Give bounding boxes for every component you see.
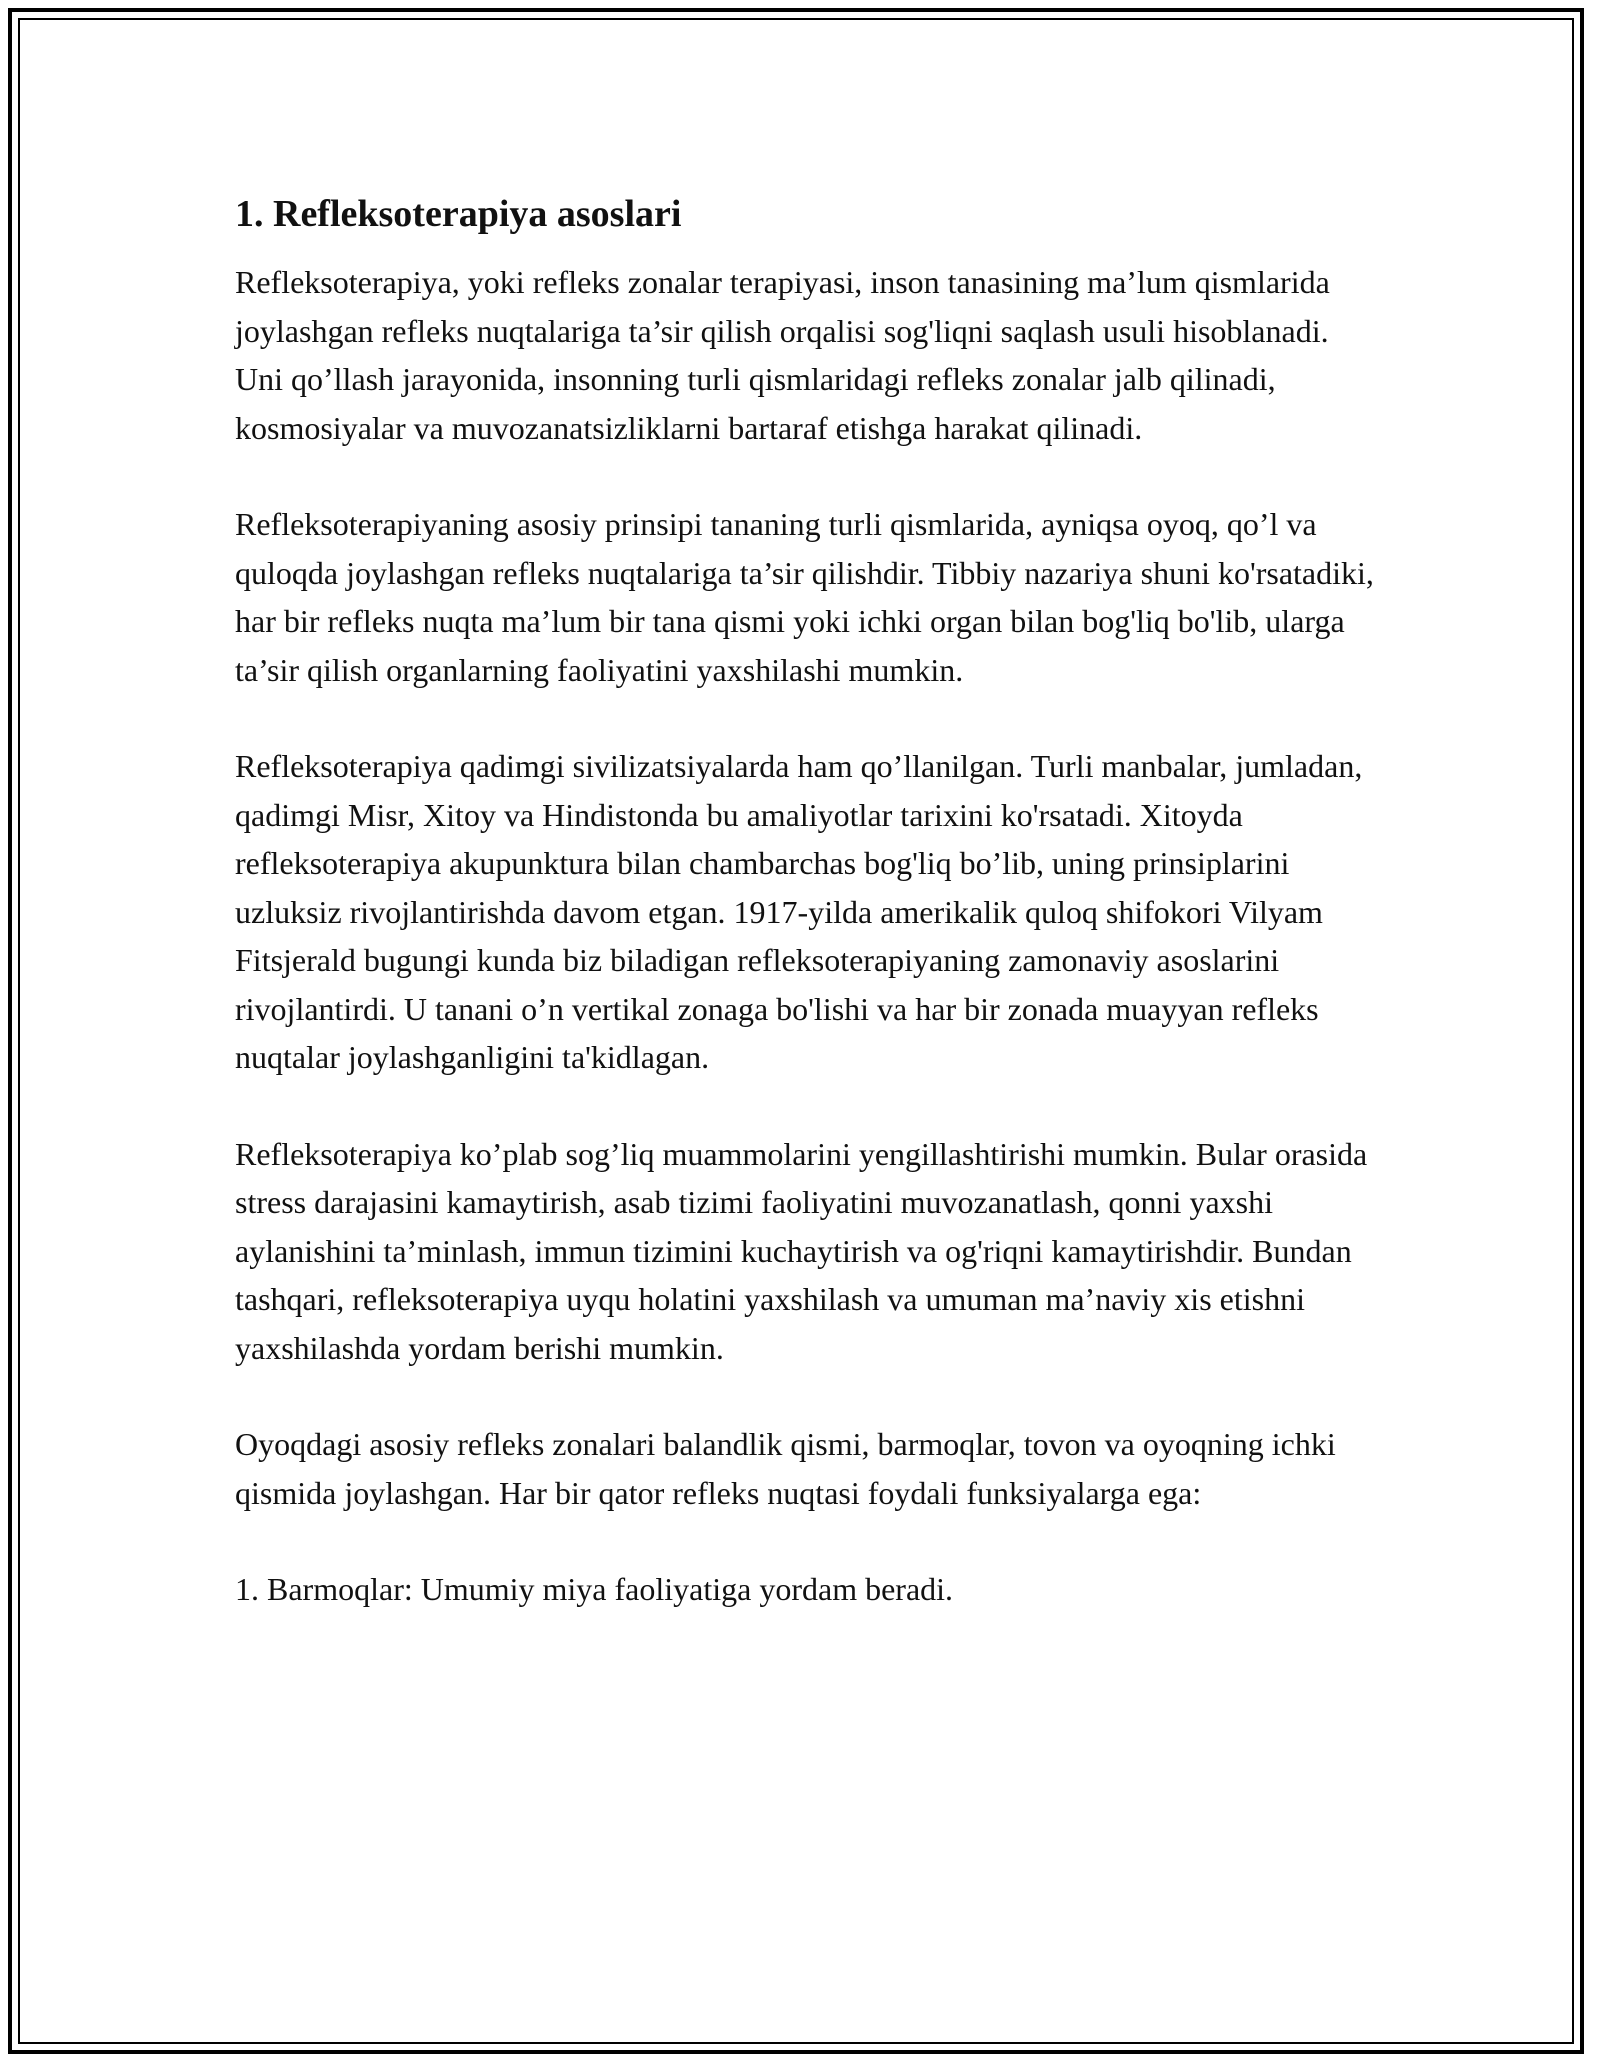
paragraph-benefits: Refleksoterapiya ko’plab sog’liq muammolarini yengillashtirishi mumkin. Bular orasida stress darajasini kamaytirish, asab tizimi faoliyatini muvozanatlash, qonni yaxshi aylanishini ta’minlash, immun tizimini kuchaytirish va og'riqni kamaytirishdir. Bundan tashqari, refleksoterapiya uyqu holatini yaxshilash va umuman ma’naviy xis etishni yaxshilashda yordam berishi mumkin.: [235, 1135, 1368, 1366]
paragraph-history: Refleksoterapiya qadimgi sivilizatsiyalarda ham qo’llanilgan. Turli manbalar, jumladan, qadimgi Misr, Xitoy va Hindistonda bu amaliyotlar tarixini ko'rsatadi. Xitoyda refleksoterapiya akupunktura bilan chambarchas bog'liq bo’lib, uning prinsiplarini uzluksiz rivojlantirishda davom etgan. 1917-yilda amerikalik quloq shifokori Vilyam Fitsjerald bugungi kunda biz biladigan refleksoterapiyaning zamonaviy asoslarini rivojlantirdi. U tanani o’n vertikal zonaga bo'lishi va har bir zonada muayyan refleks nuqtalar joylashganligini ta'kidlagan.: [235, 748, 1363, 1075]
section-title: 1. Refleksoterapiya asoslari: [235, 193, 682, 235]
paragraph-foot-zones: Oyoqdagi asosiy refleks zonalari balandlik qismi, barmoqlar, tovon va oyoqning ichki qismida joylashgan. Har bir qator refleks nuqtasi foydali funksiyalarga ega:: [235, 1426, 1336, 1511]
list-item-toes: 1. Barmoqlar: Umumiy miya faoliyatiga yordam beradi.: [235, 1571, 954, 1607]
paragraph-principle: Refleksoterapiyaning asosiy prinsipi tananing turli qismlarida, ayniqsa oyoq, qo’l va quloqda joylashgan refleks nuqtalariga ta’sir qilishdir. Tibbiy nazariya shuni ko'rsatadiki, har bir refleks nuqta ma’lum bir tana qismi yoki ichki organ bilan bog'liq bo'lib, ularga ta’sir qilish organlarning faoliyatini yaxshilashi mumkin.: [235, 506, 1374, 688]
paragraph-intro: Refleksoterapiya, yoki refleks zonalar terapiyasi, inson tanasining ma’lum qismlarida joylashgan refleks nuqtalariga ta’sir qilish orqalisi sog'liqni saqlash usuli hisoblanadi. Uni qo’llash jarayonida, insonning turli qismlaridagi refleks zonalar jalb qilinadi, kosmosiyalar va muvozanatsizliklarni bartaraf etishga harakat qilinadi.: [235, 264, 1330, 446]
document-body: [235, 186, 1375, 1662]
